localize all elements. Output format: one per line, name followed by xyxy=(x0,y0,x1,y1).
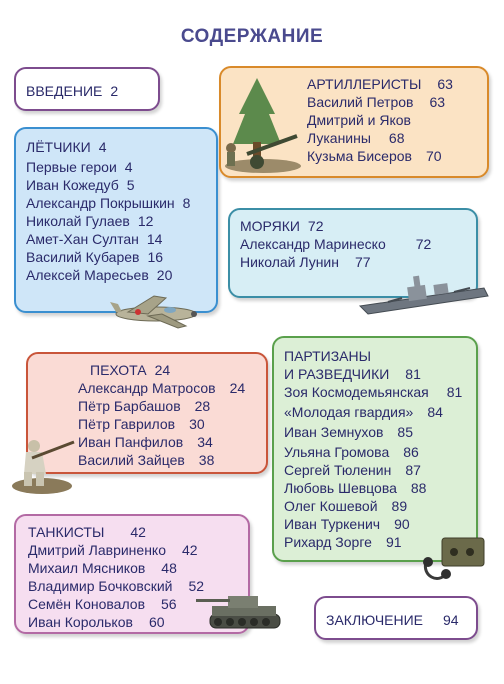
artillery-gun-icon xyxy=(223,74,303,174)
entry-page: 68 xyxy=(388,130,405,146)
entry-label: Дмитрий и Яков xyxy=(307,112,411,128)
entry-label: Иван Кожедуб xyxy=(26,177,119,193)
infantry-header-label: ПЕХОТА xyxy=(90,362,147,378)
artillery-section xyxy=(219,66,489,178)
toc-entry[interactable] xyxy=(26,267,172,283)
entry-label: Дмитрий Лавриненко xyxy=(28,542,166,558)
sailors-header-page: 72 xyxy=(307,218,324,234)
entry-page: 30 xyxy=(189,416,205,432)
toc-entry[interactable] xyxy=(240,236,431,252)
toc-entry[interactable] xyxy=(26,195,190,211)
conclusion-page: 94 xyxy=(443,612,459,628)
intro-box[interactable] xyxy=(14,67,160,111)
entry-page: 85 xyxy=(397,424,413,440)
entry-label: Василий Зайцев xyxy=(78,452,185,468)
entry-page: 91 xyxy=(385,534,402,550)
tankmen-header[interactable] xyxy=(28,524,146,540)
entry-label: Первые герои xyxy=(26,159,117,175)
toc-entry[interactable] xyxy=(307,112,411,128)
entry-label: Николай Гулаев xyxy=(26,213,130,229)
sailors-header-label: МОРЯКИ xyxy=(240,218,300,234)
entry-label: Владимир Бочковский xyxy=(28,578,173,594)
infantry-header-page: 24 xyxy=(154,362,171,378)
entry-page: 14 xyxy=(146,231,163,247)
pilots-section xyxy=(14,127,218,313)
conclusion-label: ЗАКЛЮЧЕНИЕ xyxy=(326,612,423,628)
entry-label: Кузьма Бисеров xyxy=(307,148,412,164)
toc-entry[interactable] xyxy=(26,159,133,175)
entry-page: 63 xyxy=(429,94,446,110)
entry-label: Иван Туркенич xyxy=(284,516,381,532)
entry-label: Луканины xyxy=(307,130,371,146)
page-title: СОДЕРЖАНИЕ xyxy=(180,26,324,47)
toc-entry[interactable] xyxy=(26,177,135,193)
fighter-plane-icon xyxy=(108,290,204,334)
entry-label: «Молодая гвардия» xyxy=(284,404,414,420)
pilots-header-label: ЛЁТЧИКИ xyxy=(26,139,91,155)
artillery-header-label: АРТИЛЛЕРИСТЫ xyxy=(307,76,422,92)
entry-page: 77 xyxy=(354,254,371,270)
entry-label: Алексей Маресьев xyxy=(26,267,149,283)
toc-entry[interactable] xyxy=(284,384,462,400)
tank-icon xyxy=(196,588,294,636)
intro-label: ВВЕДЕНИЕ xyxy=(26,83,103,99)
toc-entry[interactable] xyxy=(78,452,214,468)
toc-entry[interactable] xyxy=(28,614,165,630)
toc-entry[interactable] xyxy=(307,94,445,110)
toc-entry[interactable] xyxy=(284,404,443,420)
entry-label: Олег Кошевой xyxy=(284,498,378,514)
toc-entry[interactable] xyxy=(284,444,419,460)
entry-page: 88 xyxy=(410,480,427,496)
entry-page: 86 xyxy=(403,444,419,460)
toc-entry[interactable] xyxy=(284,534,402,550)
entry-page: 90 xyxy=(394,516,410,532)
toc-entry[interactable] xyxy=(240,254,371,270)
partisans-section xyxy=(272,336,478,562)
toc-entry[interactable] xyxy=(26,249,163,265)
partisans-header-label: И РАЗВЕДЧИКИ xyxy=(284,366,390,382)
entry-page: 24 xyxy=(229,380,246,396)
toc-entry[interactable] xyxy=(284,424,413,440)
toc-entry[interactable] xyxy=(26,213,153,229)
soldier-icon xyxy=(12,428,76,494)
toc-entry[interactable] xyxy=(78,416,205,432)
entry-label: Василий Петров xyxy=(307,94,414,110)
entry-page: 4 xyxy=(124,159,133,175)
toc-entry[interactable] xyxy=(78,434,213,450)
artillery-header-page: 63 xyxy=(437,76,453,92)
toc-entry[interactable] xyxy=(28,542,198,558)
intro-entry xyxy=(26,83,118,99)
pilots-header-page: 4 xyxy=(98,139,107,155)
entry-page: 84 xyxy=(427,404,443,420)
intro-page: 2 xyxy=(110,83,119,99)
partisans-header-page: 81 xyxy=(405,366,421,382)
entry-label: Семён Коновалов xyxy=(28,596,146,612)
entry-page: 81 xyxy=(446,384,463,400)
entry-label: Пётр Гаврилов xyxy=(78,416,176,432)
entry-page: 89 xyxy=(391,498,408,514)
entry-label: Ульяна Громова xyxy=(284,444,390,460)
infantry-header[interactable] xyxy=(90,362,170,378)
conclusion-box[interactable] xyxy=(314,596,478,640)
entry-page: 5 xyxy=(126,177,135,193)
entry-page: 28 xyxy=(194,398,211,414)
entry-label: Александр Покрышкин xyxy=(26,195,175,211)
entry-page: 38 xyxy=(198,452,215,468)
tankmen-header-label: ТАНКИСТЫ xyxy=(28,524,105,540)
sailors-header[interactable] xyxy=(240,218,324,234)
entry-page: 12 xyxy=(137,213,154,229)
entry-page: 34 xyxy=(197,434,213,450)
toc-entry[interactable] xyxy=(28,578,204,594)
entry-label: Амет-Хан Султан xyxy=(26,231,139,247)
toc-entry[interactable] xyxy=(307,130,405,146)
entry-page: 16 xyxy=(147,249,164,265)
toc-entry[interactable] xyxy=(28,560,177,576)
entry-label: Александр Матросов xyxy=(78,380,216,396)
entry-page: 8 xyxy=(182,195,191,211)
entry-label: Пётр Барбашов xyxy=(78,398,181,414)
entry-label: Рихард Зорге xyxy=(284,534,372,550)
entry-page: 56 xyxy=(161,596,177,612)
entry-page: 42 xyxy=(182,542,198,558)
toc-entry[interactable] xyxy=(78,398,210,414)
entry-label: Василий Кубарев xyxy=(26,249,140,265)
tankmen-header-page: 42 xyxy=(130,524,146,540)
entry-page: 87 xyxy=(405,462,421,478)
entry-page: 60 xyxy=(148,614,165,630)
toc-entry[interactable] xyxy=(78,380,245,396)
toc-entry[interactable] xyxy=(307,148,442,164)
toc-entry[interactable] xyxy=(28,596,177,612)
entry-label: Иван Панфилов xyxy=(78,434,184,450)
entry-label: Зоя Космодемьянская xyxy=(284,384,429,400)
entry-label: Михаил Мясников xyxy=(28,560,146,576)
entry-label: Любовь Шевцова xyxy=(284,480,397,496)
entry-page: 20 xyxy=(156,267,173,283)
entry-page: 70 xyxy=(425,148,442,164)
toc-entry[interactable] xyxy=(284,498,407,514)
partisans-header-2[interactable] xyxy=(284,366,421,382)
entry-label: Иван Земнухов xyxy=(284,424,384,440)
entry-label: Сергей Тюленин xyxy=(284,462,392,478)
partisans-header[interactable]: ПАРТИЗАНЫ xyxy=(284,348,372,364)
toc-entry[interactable] xyxy=(26,231,162,247)
battleship-icon xyxy=(358,268,490,318)
toc-entry[interactable] xyxy=(284,462,421,478)
entry-label: Александр Маринеско xyxy=(240,236,386,252)
conclusion-entry xyxy=(326,612,459,628)
pilots-header[interactable] xyxy=(26,139,107,155)
toc-entry[interactable] xyxy=(284,516,410,532)
entry-label: Николай Лунин xyxy=(240,254,339,270)
toc-entry[interactable] xyxy=(284,480,426,496)
entry-label: Иван Корольков xyxy=(28,614,133,630)
artillery-header[interactable] xyxy=(307,76,453,92)
entry-page: 48 xyxy=(161,560,177,576)
entry-page: 72 xyxy=(415,236,432,252)
radio-set-icon xyxy=(420,532,488,588)
entry-page: 52 xyxy=(188,578,205,594)
